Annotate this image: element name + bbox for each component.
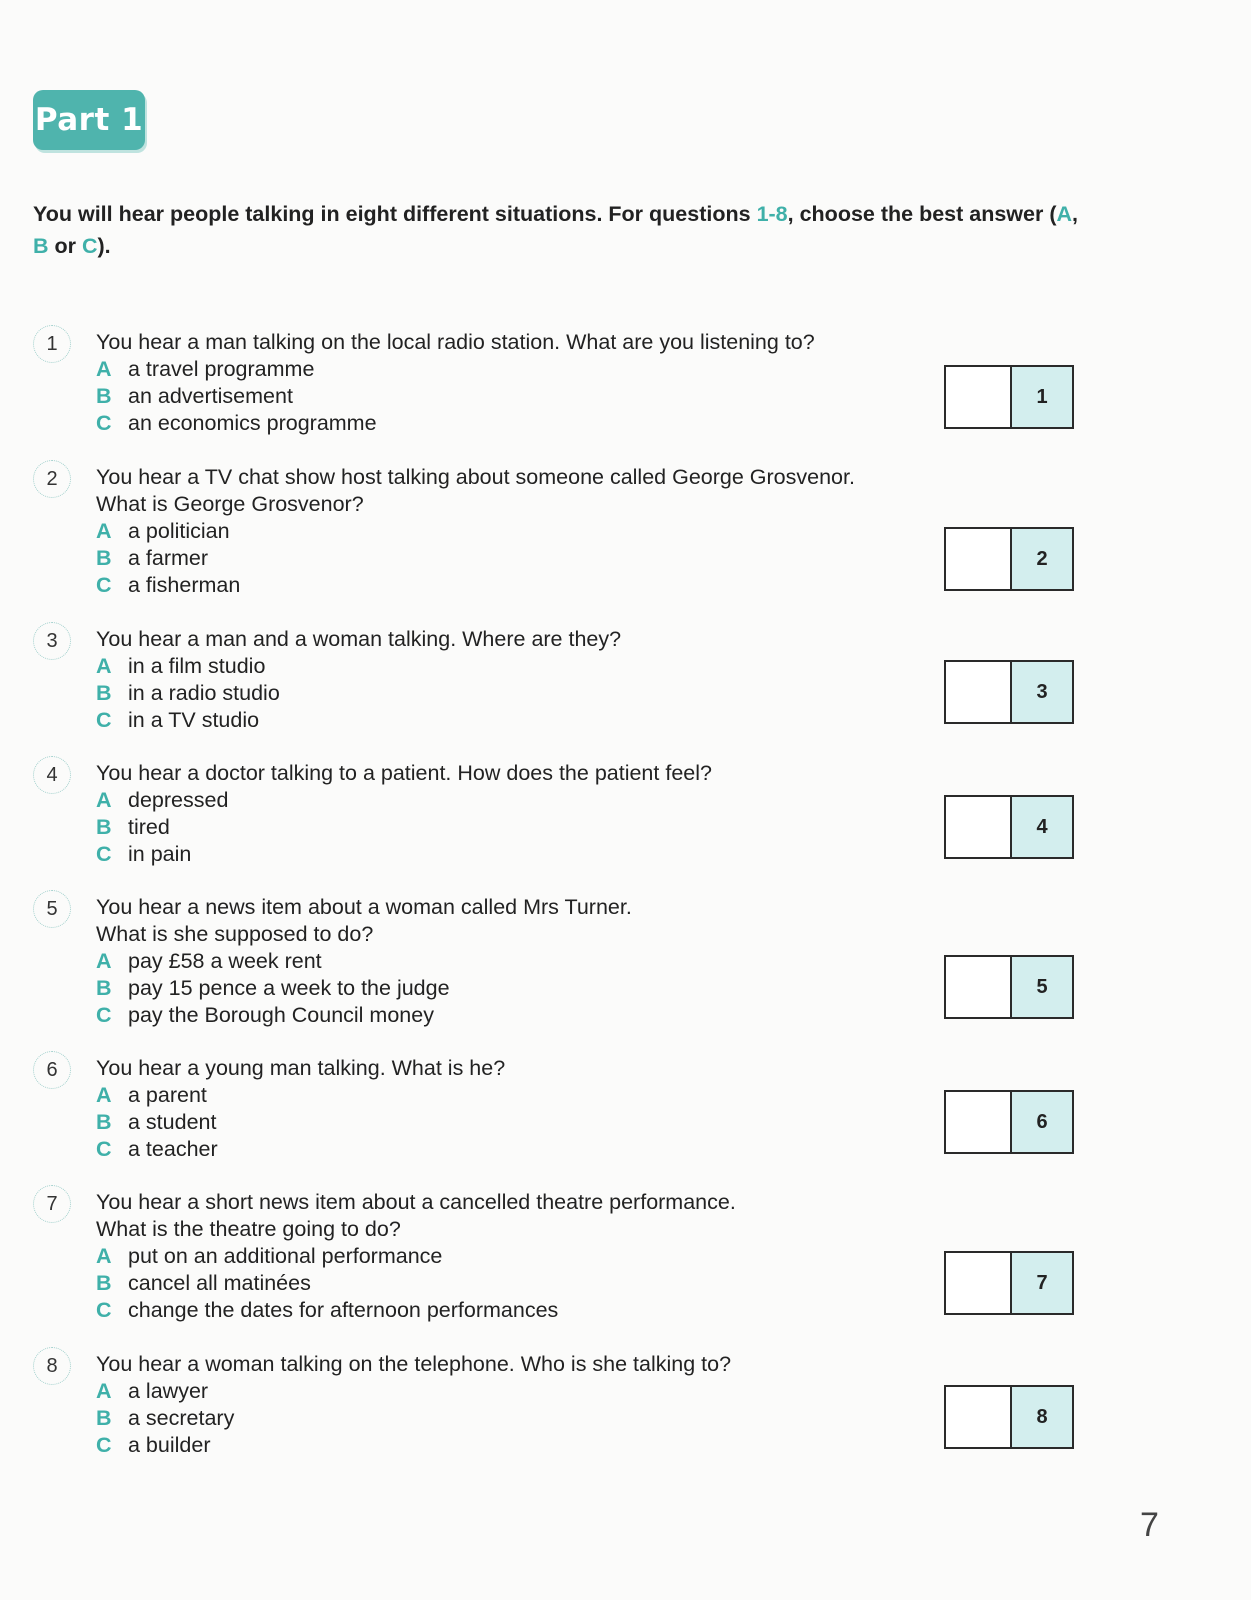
answer-option [96,787,926,814]
option-letter: B [96,1406,112,1430]
option-letter: B [96,384,112,408]
instructions-letter-a: A [1056,202,1073,226]
answer-option [96,1136,926,1163]
option-letter: A [96,1379,112,1403]
answer-blank-field[interactable] [946,1253,1012,1313]
part-heading-label: Part 1 [34,102,144,138]
instructions-text-before: You will hear people talking in eight different situations. For questions [33,202,757,226]
question-prompt-line: You hear a TV chat show host talking about someone called George Grosvenor. [96,465,855,489]
option-letter: A [96,519,112,543]
instructions-text-middle: , choose the best answer ( [787,202,1057,226]
question-number: 7 [33,1185,71,1223]
instructions-range: 1-8 [756,202,788,226]
answer-option [96,707,926,734]
answer-blank-field[interactable] [946,529,1012,589]
answer-blank-field[interactable] [946,662,1012,722]
question-number: 2 [33,460,71,498]
option-letter: B [96,1110,112,1134]
answer-option [96,680,926,707]
option-letter: B [96,1271,112,1295]
answer-option [96,1297,926,1324]
answer-option [96,1405,926,1432]
answer-box-7 [944,1251,1074,1315]
question-prompt-line: You hear a man and a woman talking. Where are they? [96,627,622,651]
question-prompt-line: You hear a young man talking. What is he? [96,1056,506,1080]
answer-blank-field[interactable] [946,797,1012,857]
instructions-letter-c: C [81,234,98,258]
option-letter: A [96,357,112,381]
question-body [96,894,926,1029]
answer-box-number: 2 [1012,529,1072,589]
answer-box-3 [944,660,1074,724]
option-letter: C [96,842,112,866]
option-letter: C [96,1298,112,1322]
option-text: tired [128,815,170,839]
question-prompt-line: What is George Grosvenor? [96,492,364,516]
answer-option [96,356,926,383]
question-prompt-line: What is the theatre going to do? [96,1217,401,1241]
question-body [96,464,926,599]
instructions-separator: , [1072,202,1079,226]
answer-box-number: 6 [1012,1092,1072,1152]
option-text: depressed [128,788,229,812]
option-letter: A [96,1083,112,1107]
question-number: 3 [33,622,71,660]
option-text: a parent [128,1083,207,1107]
answer-blank-field[interactable] [946,957,1012,1017]
option-letter: C [96,411,112,435]
answer-option [96,545,926,572]
answer-box-5 [944,955,1074,1019]
option-letter: B [96,546,112,570]
answer-option [96,975,926,1002]
instructions-separator: or [48,234,82,258]
part-heading-badge [33,90,145,150]
option-text: an economics programme [128,411,377,435]
question-body [96,760,926,868]
answer-box-number: 8 [1012,1387,1072,1447]
answer-blank-field[interactable] [946,367,1012,427]
answer-option [96,841,926,868]
option-letter: C [96,573,112,597]
question-number: 6 [33,1051,71,1089]
option-letter: B [96,681,112,705]
option-text: a teacher [128,1137,218,1161]
question-prompt-line: What is she supposed to do? [96,922,374,946]
option-letter: C [96,708,112,732]
question-number: 4 [33,756,71,794]
option-text: a secretary [128,1406,235,1430]
answer-box-number: 4 [1012,797,1072,857]
option-letter: A [96,654,112,678]
page-number: 7 [1140,1506,1159,1544]
answer-option [96,1109,926,1136]
question-prompt-line: You hear a man talking on the local radio station. What are you listening to? [96,330,815,354]
option-text: a builder [128,1433,211,1457]
answer-box-6 [944,1090,1074,1154]
answer-box-number: 7 [1012,1253,1072,1313]
question-prompt-line: You hear a doctor talking to a patient. How does the patient feel? [96,761,712,785]
answer-box-number: 5 [1012,957,1072,1017]
answer-option [96,948,926,975]
answer-option [96,1243,926,1270]
option-letter: A [96,1244,112,1268]
question-number: 5 [33,890,71,928]
answer-box-number: 3 [1012,662,1072,722]
question-prompt-line: You hear a news item about a woman called Mrs Turner. [96,895,632,919]
option-text: pay the Borough Council money [128,1003,434,1027]
instructions-text-end: ). [97,234,111,258]
question-number: 8 [33,1347,71,1385]
question-number: 1 [33,325,71,363]
option-text: a farmer [128,546,209,570]
question-prompt-line: You hear a woman talking on the telephone. Who is she talking to? [96,1352,732,1376]
option-text: change the dates for afternoon performances [128,1298,559,1322]
option-text: pay 15 pence a week to the judge [128,976,450,1000]
question-body [96,1055,926,1163]
answer-option [96,518,926,545]
answer-box-1 [944,365,1074,429]
option-text: a fisherman [128,573,241,597]
answer-option [96,1378,926,1405]
option-text: a lawyer [128,1379,209,1403]
question-body [96,626,926,734]
option-text: in pain [128,842,192,866]
option-letter: B [96,976,112,1000]
answer-blank-field[interactable] [946,1387,1012,1447]
question-body [96,1189,926,1324]
answer-option [96,1432,926,1459]
option-text: cancel all matinées [128,1271,311,1295]
option-letter: B [96,815,112,839]
answer-option [96,1082,926,1109]
option-letter: C [96,1003,112,1027]
answer-option [96,814,926,841]
option-letter: C [96,1433,112,1457]
answer-option [96,383,926,410]
answer-option [96,1270,926,1297]
option-text: an advertisement [128,384,293,408]
option-letter: A [96,788,112,812]
option-text: a student [128,1110,217,1134]
answer-box-2 [944,527,1074,591]
instructions [33,198,1078,262]
answer-option [96,572,926,599]
option-letter: A [96,949,112,973]
question-body [96,329,926,437]
answer-blank-field[interactable] [946,1092,1012,1152]
answer-option [96,410,926,437]
option-text: in a radio studio [128,681,280,705]
option-text: in a film studio [128,654,266,678]
question-body [96,1351,926,1459]
option-text: a politician [128,519,230,543]
answer-option [96,1002,926,1029]
question-prompt-line: You hear a short news item about a cancelled theatre performance. [96,1190,736,1214]
answer-box-4 [944,795,1074,859]
instructions-letter-b: B [33,234,49,258]
answer-option [96,653,926,680]
option-text: put on an additional performance [128,1244,443,1268]
answer-box-number: 1 [1012,367,1072,427]
option-text: pay £58 a week rent [128,949,322,973]
answer-box-8 [944,1385,1074,1449]
option-letter: C [96,1137,112,1161]
option-text: a travel programme [128,357,315,381]
option-text: in a TV studio [128,708,260,732]
